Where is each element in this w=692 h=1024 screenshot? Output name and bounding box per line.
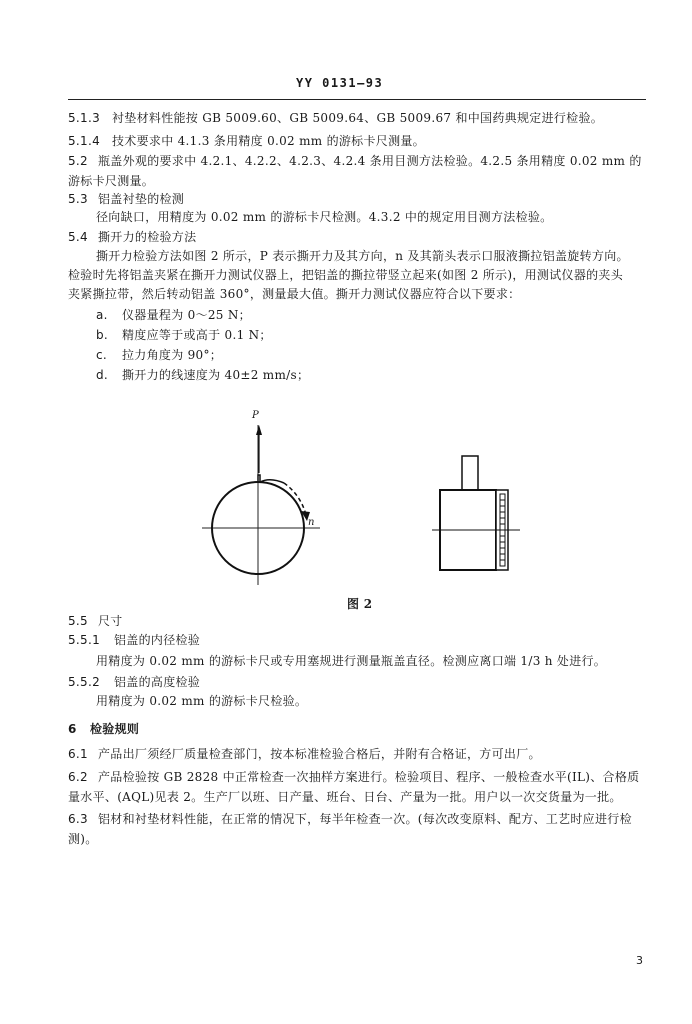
page-number: 3	[636, 954, 644, 967]
section-number-5-4: 5.4	[68, 230, 88, 244]
section-title-5-5-2: 铝盖的高度检验	[114, 675, 201, 689]
section-para-5-4-line1: 撕开力检验方法如图 2 所示，P 表示撕开力及其方向，n 及其箭头表示口服液撕拉铝盖旋转方向。	[96, 249, 629, 263]
section-text-5-1-3: 衬垫材料性能按 GB 5009.60、GB 5009.64、GB 5009.67 和中国药典规定进行检验。	[112, 111, 604, 125]
section-para-5-4-line3: 夹紧撕拉带，然后转动铝盖 360°，测量最大值。撕开力测试仪器应符合以下要求：	[68, 287, 521, 301]
section-title-5-3: 铝盖衬垫的检测	[98, 192, 185, 206]
figure-2-front-view	[180, 395, 350, 595]
section-text-5-3: 径向缺口，用精度为 0.02 mm 的游标卡尺检测。4.3.2 中的规定用目测方法检验。	[96, 210, 553, 224]
section-text-6-3-line2: 测)。	[68, 832, 98, 846]
section-number-5-5-2: 5.5.2	[68, 675, 101, 689]
list-item-text-a: 仪器量程为 0～25 N；	[122, 308, 251, 322]
section-title-5-5-1: 铝盖的内径检验	[114, 633, 201, 647]
figure-label-n: n	[308, 517, 315, 528]
section-number-6: 6	[68, 722, 77, 736]
section-number-5-5: 5.5	[68, 614, 88, 628]
list-item-label-b: b.	[96, 328, 109, 342]
section-para-5-4-line2: 检验时先将铝盖夹紧在撕开力测试仪器上，把铝盖的撕拉带竖立起来(如图 2 所示)，用测试仪器的夹头	[68, 268, 624, 282]
section-number-6-3: 6.3	[68, 812, 88, 826]
list-item-label-a: a.	[96, 308, 108, 322]
figure-label-p: P	[252, 410, 260, 421]
rotation-arc	[284, 483, 306, 515]
list-item-text-d: 撕开力的线速度为 40±2 mm/s；	[122, 368, 310, 382]
section-text-5-5-2: 用精度为 0.02 mm 的游标卡尺检验。	[96, 694, 308, 708]
section-number-5-3: 5.3	[68, 192, 88, 206]
section-title-5-5: 尺寸	[98, 614, 123, 628]
section-text-5-1-4: 技术要求中 4.1.3 条用精度 0.02 mm 的游标卡尺测量。	[112, 134, 425, 148]
section-number-5-1-4: 5.1.4	[68, 134, 101, 148]
figure-caption: 图 2	[347, 597, 373, 611]
section-text-5-2-line1: 瓶盖外观的要求中 4.2.1、4.2.2、4.2.3、4.2.4 条用目测方法检验。4.2.5 条用精度 0.02 mm 的	[98, 154, 642, 168]
figure-2-side-view	[430, 450, 540, 580]
list-item-label-c: c.	[96, 348, 108, 362]
section-text-6-3-line1: 铝材和衬垫材料性能，在正常的情况下，每半年检查一次。(每次改变原料、配方、工艺时应进行检	[98, 812, 632, 826]
list-item-text-c: 拉力角度为 90°；	[122, 348, 223, 362]
side-view-tab	[462, 456, 478, 490]
section-number-5-1-3: 5.1.3	[68, 111, 101, 125]
section-text-5-5-1: 用精度为 0.02 mm 的游标卡尺或专用塞规进行测量瓶盖直径。检测应离口端 1/3 h 处进行。	[96, 654, 607, 668]
standard-number: YY 0131—93	[296, 76, 384, 90]
section-title-5-4: 撕开力的检验方法	[98, 230, 197, 244]
section-text-6-2-line1: 产品检验按 GB 2828 中正常检查一次抽样方案进行。检验项目、程序、一般检查水平(IL)、合格质	[98, 770, 640, 784]
section-number-6-2: 6.2	[68, 770, 88, 784]
list-item-text-b: 精度应等于或高于 0.1 N；	[122, 328, 272, 342]
section-number-5-2: 5.2	[68, 154, 88, 168]
p-arrow-head	[256, 425, 262, 435]
section-number-5-5-1: 5.5.1	[68, 633, 101, 647]
list-item-label-d: d.	[96, 368, 109, 382]
section-title-6: 检验规则	[90, 722, 140, 736]
header-rule	[68, 99, 646, 100]
section-text-6-2-line2: 量水平、(AQL)见表 2。生产厂以班、日产量、班台、日台、产量为一批。用户以一次交货量为一批。	[68, 790, 622, 804]
section-text-6-1: 产品出厂须经厂质量检查部门，按本标准检验合格后，并附有合格证，方可出厂。	[98, 747, 541, 761]
section-number-6-1: 6.1	[68, 747, 88, 761]
section-text-5-2-line2: 游标卡尺测量。	[68, 174, 155, 188]
